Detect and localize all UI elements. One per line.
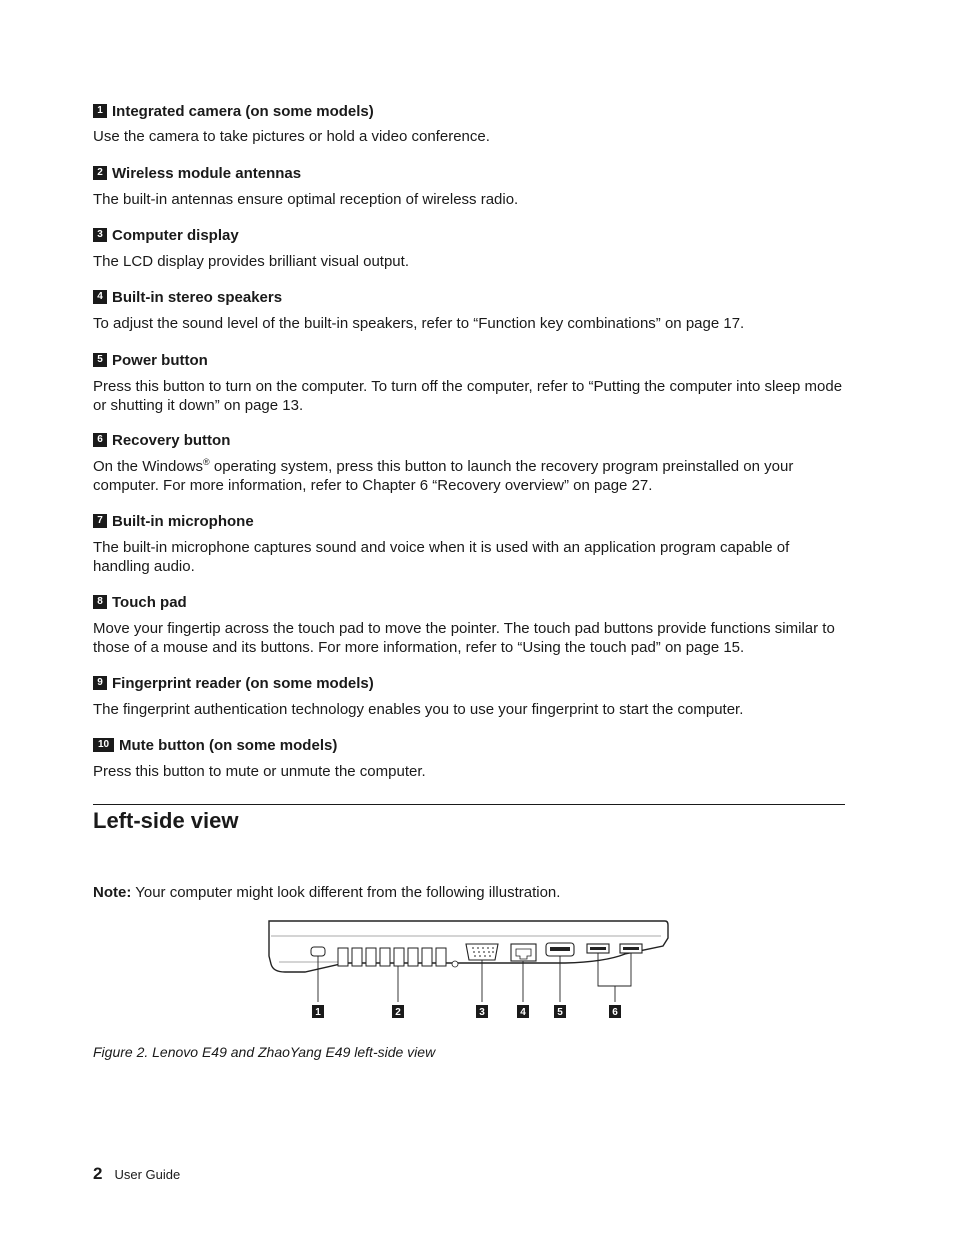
item-title: Integrated camera (on some models) <box>112 102 374 120</box>
section-divider <box>93 804 845 805</box>
callout-number: 8 <box>93 595 107 609</box>
page-number: 2 <box>93 1164 103 1183</box>
item-title: Built-in stereo speakers <box>112 288 283 306</box>
item-title: Fingerprint reader (on some models) <box>112 674 374 692</box>
page-footer <box>93 1164 180 1184</box>
callout-number: 9 <box>93 676 107 690</box>
svg-text:6: 6 <box>612 1007 618 1018</box>
svg-text:1: 1 <box>315 1007 321 1018</box>
item-description: The fingerprint authentication technology enables you to use your fingerprint to start the computer. <box>93 701 744 718</box>
note-label: Note: <box>93 884 132 901</box>
desc-text: On the Windows <box>93 458 204 475</box>
item-title: Wireless module antennas <box>112 164 302 182</box>
item-title: Computer display <box>112 226 239 244</box>
item-recovery-button <box>93 430 845 495</box>
item-title: Built-in microphone <box>112 512 254 530</box>
screw <box>452 961 458 967</box>
item-description: Use the camera to take pictures or hold a video conference. <box>93 128 490 145</box>
item-description: Press this button to turn on the computer. To turn off the computer, refer to “Putting the computer into sleep mode or shutting it down” on page 13. <box>93 378 843 414</box>
svg-text:4: 4 <box>520 1007 526 1018</box>
callout-4 <box>517 1005 529 1018</box>
item-description: Press this button to mute or unmute the computer. <box>93 763 426 780</box>
callout-number: 2 <box>93 166 107 180</box>
callout-1 <box>312 1005 324 1018</box>
item-title: Power button <box>112 351 208 369</box>
svg-text:5: 5 <box>557 1007 563 1018</box>
usb-socket-2 <box>623 947 639 950</box>
registered-mark: ® <box>203 457 210 467</box>
hdmi-socket <box>550 947 570 951</box>
note <box>93 884 560 901</box>
note-text: Your computer might look different from the following illustration. <box>131 884 561 901</box>
callout-6 <box>609 1005 621 1018</box>
callout-number: 6 <box>93 433 107 447</box>
callout-2 <box>392 1005 404 1018</box>
callout-5 <box>554 1005 566 1018</box>
figure-caption: Figure 2. Lenovo E49 and ZhaoYang E49 left-side view <box>93 1044 436 1060</box>
callout-number: 7 <box>93 514 107 528</box>
usb-socket-1 <box>590 947 606 950</box>
item-antennas <box>93 163 845 209</box>
desc-text: operating system, press this button to launch the recovery program preinstalled on your computer. For more information, refer to Chapter 6 “Recovery overview” on page 27. <box>93 458 794 494</box>
item-description: To adjust the sound level of the built-in speakers, refer to “Function key combinations” on page 17. <box>93 315 745 332</box>
item-description: The built-in microphone captures sound and voice when it is used with an application program capable of handling audio. <box>93 539 790 575</box>
section-title: Left-side view <box>93 808 239 833</box>
item-touch-pad <box>93 592 845 657</box>
callout-number: 1 <box>93 104 107 118</box>
ethernet-port <box>511 944 536 961</box>
item-title: Mute button (on some models) <box>119 736 338 754</box>
svg-text:2: 2 <box>395 1007 401 1018</box>
item-microphone <box>93 511 845 576</box>
item-power-button <box>93 350 845 415</box>
callout-3 <box>476 1005 488 1018</box>
item-fingerprint-reader <box>93 673 845 719</box>
item-title: Recovery button <box>112 431 231 449</box>
laptop-left-side-illustration <box>265 916 670 1022</box>
item-mute-button <box>93 735 845 781</box>
item-camera <box>93 101 845 146</box>
item-description <box>93 457 845 495</box>
item-description: The built-in antennas ensure optimal reception of wireless radio. <box>93 191 519 208</box>
callout-number: 4 <box>93 290 107 304</box>
item-display <box>93 225 845 271</box>
item-speakers <box>93 287 845 333</box>
item-title: Touch pad <box>112 593 187 611</box>
svg-text:3: 3 <box>479 1007 485 1018</box>
callout-number: 3 <box>93 228 107 242</box>
item-description: The LCD display provides brilliant visual output. <box>93 253 409 270</box>
callout-number: 5 <box>93 353 107 367</box>
item-description: Move your fingertip across the touch pad to move the pointer. The touch pad buttons provide functions similar to those of a mouse and its buttons. For more information, refer to “Using the touch pad” on page 15. <box>93 620 835 656</box>
guide-title: User Guide <box>114 1167 181 1182</box>
callout-number: 10 <box>93 738 114 752</box>
security-lock-slot <box>311 947 325 956</box>
